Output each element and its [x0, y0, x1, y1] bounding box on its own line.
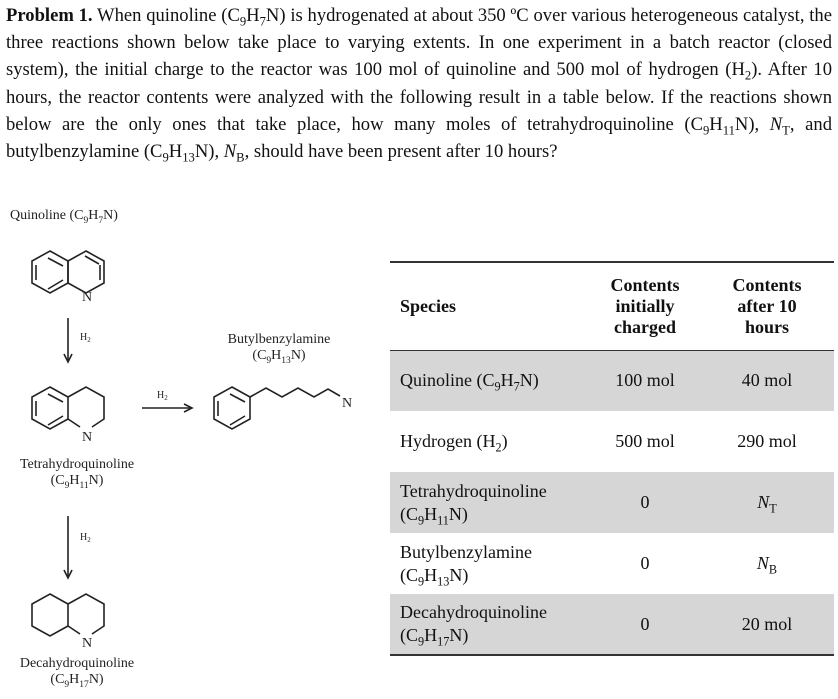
problem-text: N),	[194, 141, 224, 163]
table-row	[390, 594, 834, 655]
butylbenzylamine-label: Butylbenzylamine $(C_9H_{13}N)$	[227, 332, 331, 366]
initial-cell: 0	[590, 472, 700, 533]
bba-n-atom: N	[342, 396, 353, 411]
reagent-label: $H_2$	[157, 390, 168, 402]
subscript: 9	[162, 150, 169, 165]
species-cell: Quinoline $(C_9H_7N)$	[390, 350, 590, 411]
dhq-n-atom: N	[82, 636, 93, 651]
species-cell: Decahydroquinoline $(C_9H_{17}N)$	[390, 594, 590, 655]
initial-cell: 100 mol	[590, 350, 700, 411]
after-cell: $N_T$	[700, 472, 834, 533]
problem-text: , and butylbenzylamine (C	[6, 113, 832, 163]
table-row	[390, 533, 834, 594]
symbol-nt: N	[769, 113, 783, 135]
problem-text: H	[168, 141, 183, 163]
after-cell: $N_B$	[756, 553, 778, 577]
tetrahydroquinoline-label: Tetrahydroquinoline $(C_9H_{11}N)$	[19, 457, 135, 491]
butylbenzylamine-structure	[214, 387, 352, 429]
after-cell: 40 mol	[700, 350, 834, 411]
table-row	[390, 472, 834, 533]
contents-table	[390, 261, 834, 656]
subscript: 9	[239, 14, 247, 29]
subscript: 13	[182, 150, 195, 165]
problem-text: N) is hydrogenated at about 350 ºC over various heterogeneous catalyst, the three reactions shown below take place to varying extents. In one experiment in a batch reactor (closed system), the initial charge to the reactor was 100 mol of quinoline and 500 mol of hydrogen (H	[6, 5, 832, 81]
thq-n-atom: N	[82, 430, 93, 445]
after-cell: 290 mol	[737, 431, 797, 451]
subscript: T	[782, 123, 790, 138]
species-cell: Butylbenzylamine $(C_9H_{13}N)$	[400, 541, 532, 589]
symbol-nb: N	[223, 141, 237, 163]
tetrahydroquinoline-structure	[32, 387, 104, 445]
arrow-down-2	[64, 516, 91, 578]
subscript: 2	[744, 69, 752, 84]
initial-cell: 0	[590, 594, 700, 655]
after-cell: 20 mol	[700, 594, 834, 655]
problem-text: N),	[734, 113, 770, 135]
problem-text: When quinoline (C	[92, 5, 240, 26]
subscript: 7	[259, 14, 266, 29]
initial-cell: 0	[640, 553, 650, 573]
species-cell: Hydrogen $(H_2)$	[400, 431, 508, 455]
header-initial: Contents initially charged	[590, 262, 700, 350]
header-after: Contents after 10 hours	[700, 262, 834, 350]
table-row	[390, 350, 834, 411]
problem-text: H	[246, 5, 260, 26]
decahydroquinoline-label: Decahydroquinoline $(C_9H_{17}N)$	[19, 656, 135, 690]
problem-label: Problem 1.	[6, 5, 93, 26]
species-cell: Tetrahydroquinoline $(C_9H_{11}N)$	[390, 472, 590, 533]
subscript: 11	[722, 123, 735, 138]
arrow-down-1	[64, 318, 91, 362]
quinoline-structure	[32, 251, 104, 305]
header-species: Species	[390, 262, 590, 350]
arrow-right	[142, 390, 192, 412]
reagent-label: $H_2$	[80, 532, 91, 544]
quinoline-n-atom: N	[82, 290, 93, 305]
subscript: 9	[702, 123, 710, 138]
table-header-row	[390, 262, 834, 350]
reagent-label: $H_2$	[80, 332, 91, 344]
decahydroquinoline-structure	[32, 594, 104, 651]
problem-text: , should have been present after 10 hours?	[244, 141, 558, 163]
subscript: B	[236, 150, 245, 165]
initial-cell: 500 mol	[615, 431, 675, 451]
problem-text: ). After 10 hours, the reactor contents were analyzed with the following result in a table below. If the reactions shown below are the only ones that take place, how many moles of tetrahydroquinoline (C	[6, 59, 833, 135]
quinoline-label: Quinoline $(C_9H_7N)$	[10, 208, 118, 226]
problem-text: H	[709, 113, 723, 135]
table-row	[390, 411, 834, 472]
